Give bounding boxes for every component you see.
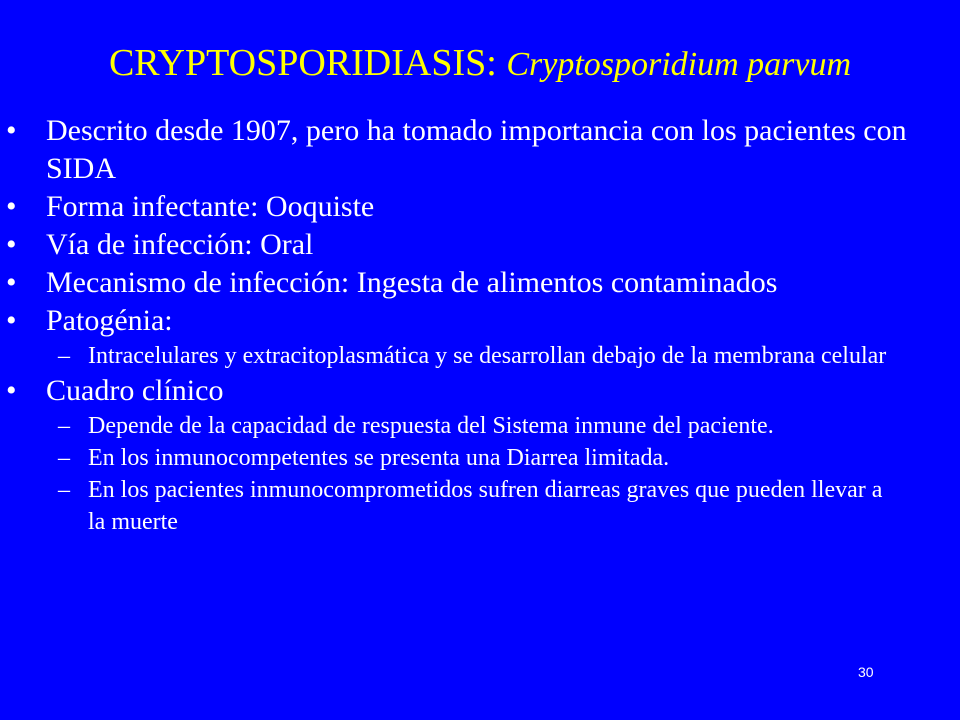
- bullet-text: Patogénia:: [46, 304, 173, 337]
- sub-bullet-text: Intracelulares y extracitoplasmática y se desarrollan debajo de la membrana celular: [88, 343, 887, 369]
- bullet-item: [0, 302, 960, 340]
- bullet-marker: •: [6, 304, 17, 337]
- dash-marker: –: [58, 477, 70, 503]
- title-species: Cryptosporidium parvum: [506, 46, 852, 83]
- bullet-text: Mecanismo de infección: Ingesta de alimentos contaminados: [46, 266, 778, 299]
- sub-bullet-text: Depende de la capacidad de respuesta del Sistema inmune del paciente.: [88, 413, 774, 439]
- bullet-item: [0, 226, 960, 264]
- slide-title: [0, 38, 960, 90]
- bullet-text: Vía de infección: Oral: [46, 228, 314, 261]
- dash-marker: –: [58, 413, 70, 439]
- bullet-marker: •: [6, 266, 17, 299]
- slide-number: 30: [858, 664, 874, 680]
- sub-bullet-item: [0, 340, 960, 372]
- bullet-text: Cuadro clínico: [46, 374, 224, 407]
- slide-body: [0, 112, 960, 538]
- bullet-marker: •: [6, 228, 17, 261]
- sub-bullet-text: En los pacientes inmunocomprometidos sufren diarreas graves que pueden llevar a la muerte: [88, 477, 883, 535]
- sub-bullet-item: [0, 410, 960, 442]
- sub-bullet-item: [0, 442, 960, 474]
- title-main: CRYPTOSPORIDIASIS:: [108, 42, 507, 84]
- bullet-item: [0, 264, 960, 302]
- bullet-item: [0, 372, 960, 410]
- bullet-marker: •: [6, 374, 17, 407]
- bullet-marker: •: [6, 190, 17, 223]
- dash-marker: –: [58, 343, 70, 369]
- dash-marker: –: [58, 445, 70, 471]
- bullet-text: Forma infectante: Ooquiste: [46, 190, 375, 223]
- sub-bullet-item: [0, 474, 960, 538]
- bullet-item: [0, 188, 960, 226]
- bullet-marker: •: [6, 114, 17, 147]
- bullet-text: Descrito desde 1907, pero ha tomado importancia con los pacientes con SIDA: [46, 114, 907, 185]
- bullet-item: [0, 112, 960, 188]
- sub-bullet-text: En los inmunocompetentes se presenta una Diarrea limitada.: [88, 445, 670, 471]
